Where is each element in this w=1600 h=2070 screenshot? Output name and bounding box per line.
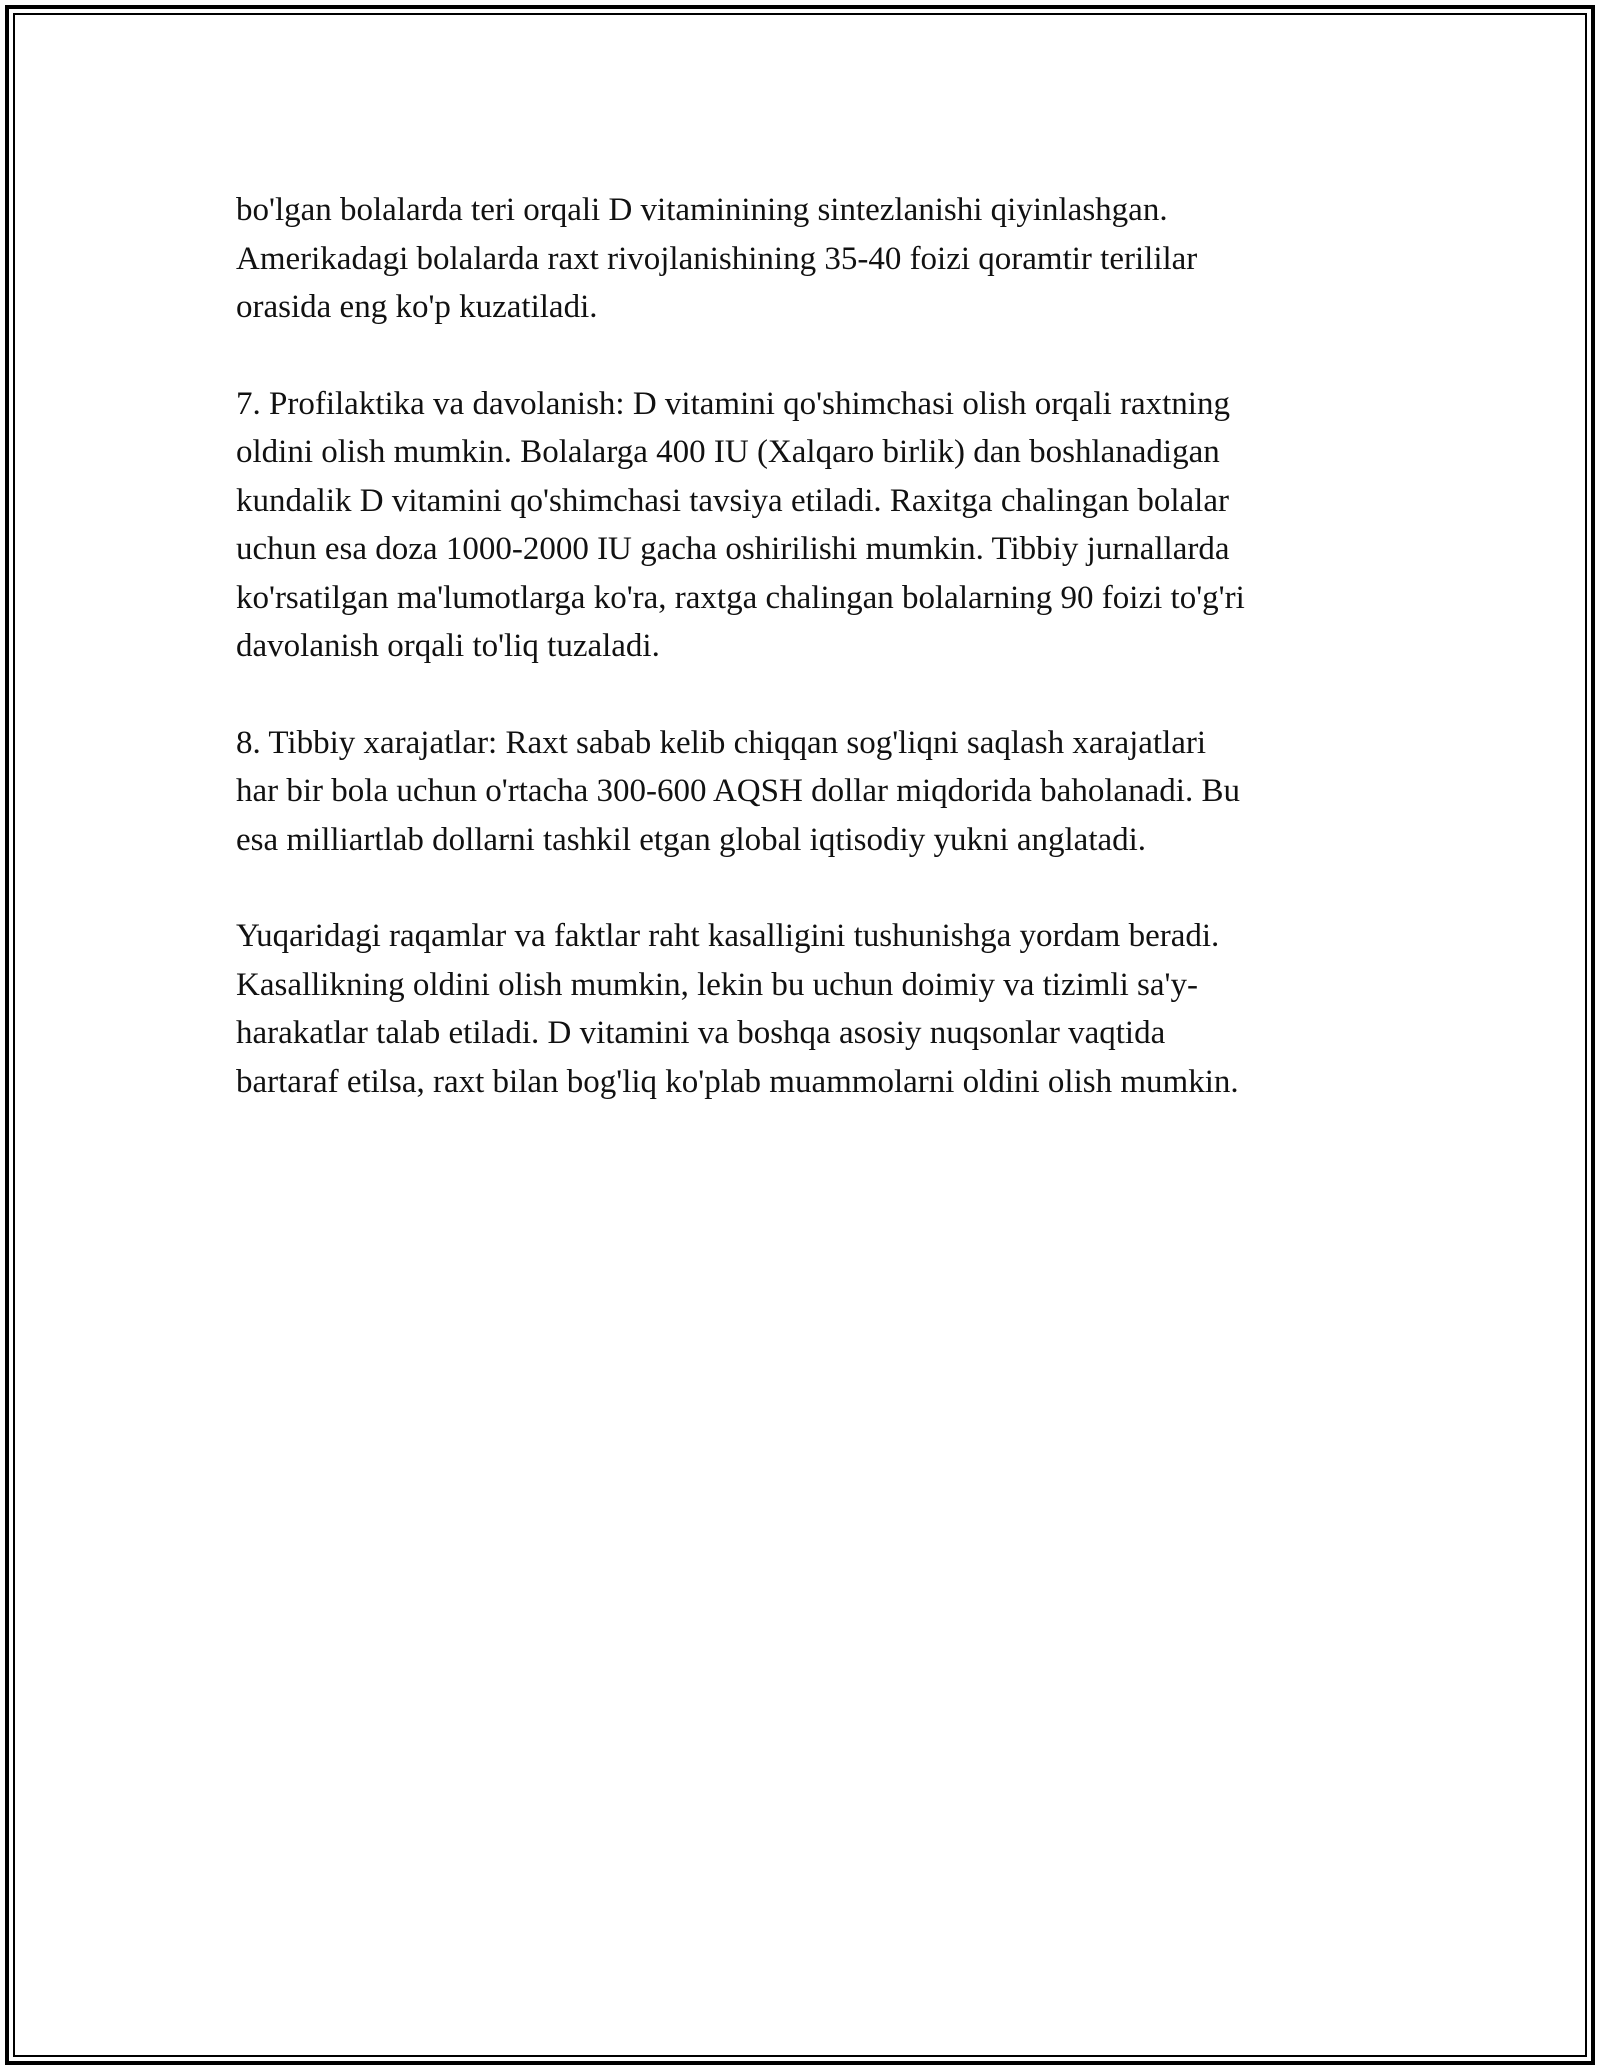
paragraph-prevention-treatment xyxy=(236,380,1366,671)
text-line: 8. Tibbiy xarajatlar: Raxt sabab kelib chiqqan sog'liqni saqlash xarajatlari xyxy=(236,724,1207,761)
text-line: bartaraf etilsa, raxt bilan bog'liq ko'plab muammolarni oldini olish mumkin. xyxy=(236,1063,1239,1100)
text-line: harakatlar talab etiladi. D vitamini va boshqa asosiy nuqsonlar vaqtida xyxy=(236,1015,1166,1051)
text-line: esa milliartlab dollarni tashkil etgan global iqtisodiy yukni anglatadi. xyxy=(236,821,1147,858)
paragraph-conclusion xyxy=(236,912,1366,1106)
paragraph-intro-continuation xyxy=(236,186,1366,332)
text-line: orasida eng ko'p kuzatiladi. xyxy=(236,289,598,325)
text-line: bo'lgan bolalarda teri orqali D vitaminining sintezlanishi qiyinlashgan. xyxy=(236,192,1168,228)
text-line: uchun esa doza 1000-2000 IU gacha oshirilishi mumkin. Tibbiy jurnallarda xyxy=(236,531,1230,567)
text-line: kundalik D vitamini qo'shimchasi tavsiya etiladi. Raxitga chalingan bolalar xyxy=(236,482,1229,519)
text-line: Amerikadagi bolalarda raxt rivojlanishining 35-40 foizi qoramtir terililar xyxy=(236,240,1198,277)
text-line: oldini olish mumkin. Bolalarga 400 IU (Xalqaro birlik) dan boshlanadigan xyxy=(236,434,1220,470)
text-line: 7. Profilaktika va davolanish: D vitamini qo'shimchasi olish orqali raxtning xyxy=(236,385,1230,422)
document-body xyxy=(236,186,1366,1154)
paragraph-medical-costs xyxy=(236,719,1366,865)
text-line: davolanish orqali to'liq tuzaladi. xyxy=(236,628,660,664)
text-line: har bir bola uchun o'rtacha 300-600 AQSH dollar miqdorida baholanadi. Bu xyxy=(236,773,1240,809)
text-line: Kasallikning oldini olish mumkin, lekin bu uchun doimiy va tizimli sa'y- xyxy=(236,966,1198,1003)
text-line: ko'rsatilgan ma'lumotlarga ko'ra, raxtga chalingan bolalarning 90 foizi to'g'ri xyxy=(236,579,1245,616)
text-line: Yuqaridagi raqamlar va faktlar raht kasalligini tushunishga yordam beradi. xyxy=(236,918,1220,954)
